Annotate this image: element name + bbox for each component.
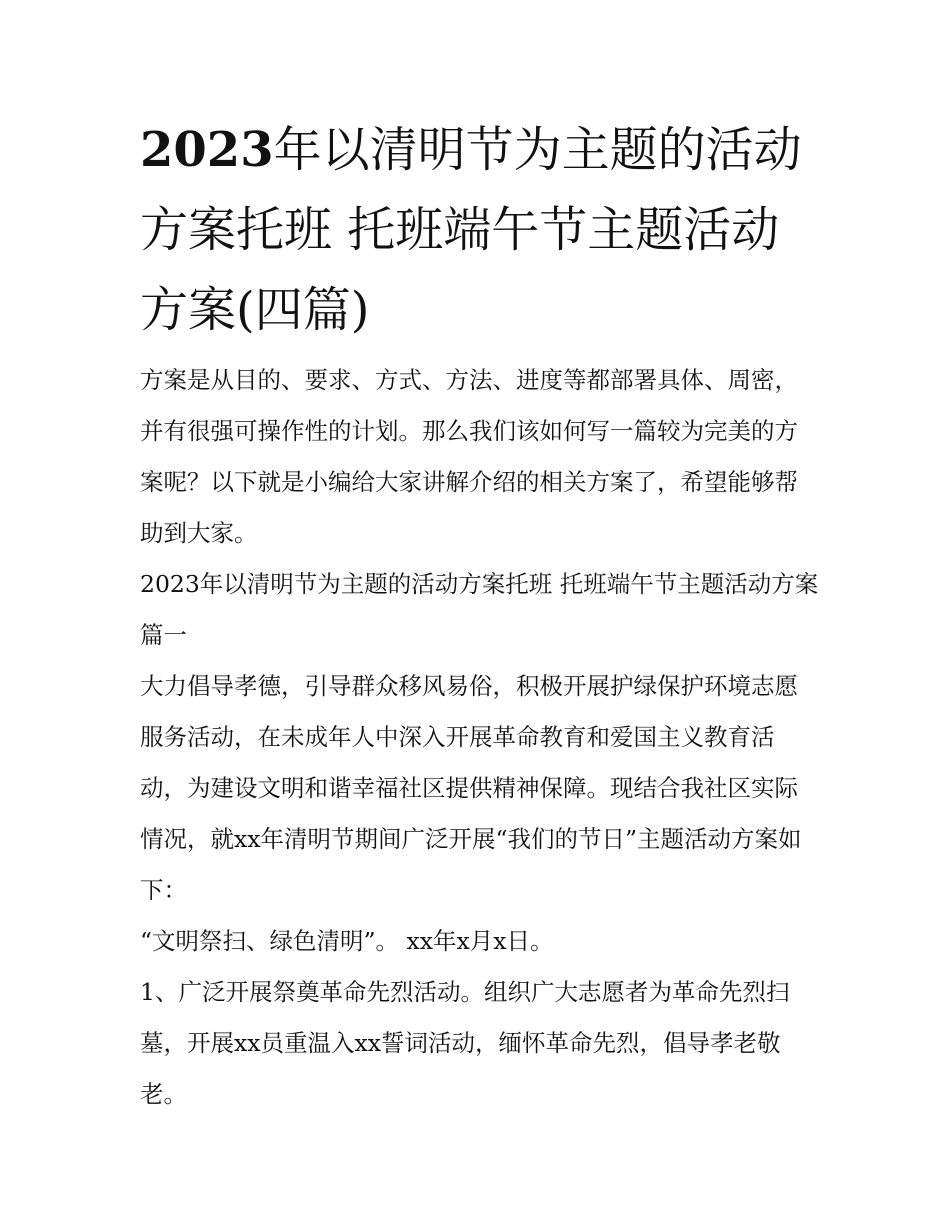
paragraph-intro: 方案是从目的、要求、方式、方法、进度等都部署具体、周密，并有很强可操作性的计划。那么我们该如何写一篇较为完美的方案呢？以下就是小编给大家讲解介绍的相关方案了，希望能够帮助到大家。 <box>140 366 798 547</box>
paragraph-theme-date: “文明祭扫、绿色清明”。 xx年x月x日。 <box>140 927 554 955</box>
document-title <box>140 110 820 350</box>
title-text: 年以清明节为主题的活动方案托班 托班端午节主题活动方案(四篇) <box>140 122 802 338</box>
paragraph-section-heading: 2023年以清明节为主题的活动方案托班 托班端午节主题活动方案篇一 <box>140 570 819 649</box>
paragraph-activity-1: 1、广泛开展祭奠革命先烈活动。组织广大志愿者为革命先烈扫墓，开展xx员重温入xx誓词活动，缅怀革命先烈，倡导孝老敬老。 <box>140 978 790 1108</box>
document-body <box>140 355 820 1120</box>
title-year: 2023 <box>140 122 274 178</box>
paragraph-purpose: 大力倡导孝德，引导群众移风易俗，积极开展护绿保护环境志愿服务活动，在未成年人中深入开展革命教育和爱国主义教育活动，为建设文明和谐幸福社区提供精神保障。现结合我社区实际情况，就xx年清明节期间广泛开展“我们的节日”主题活动方案如下： <box>140 672 802 904</box>
